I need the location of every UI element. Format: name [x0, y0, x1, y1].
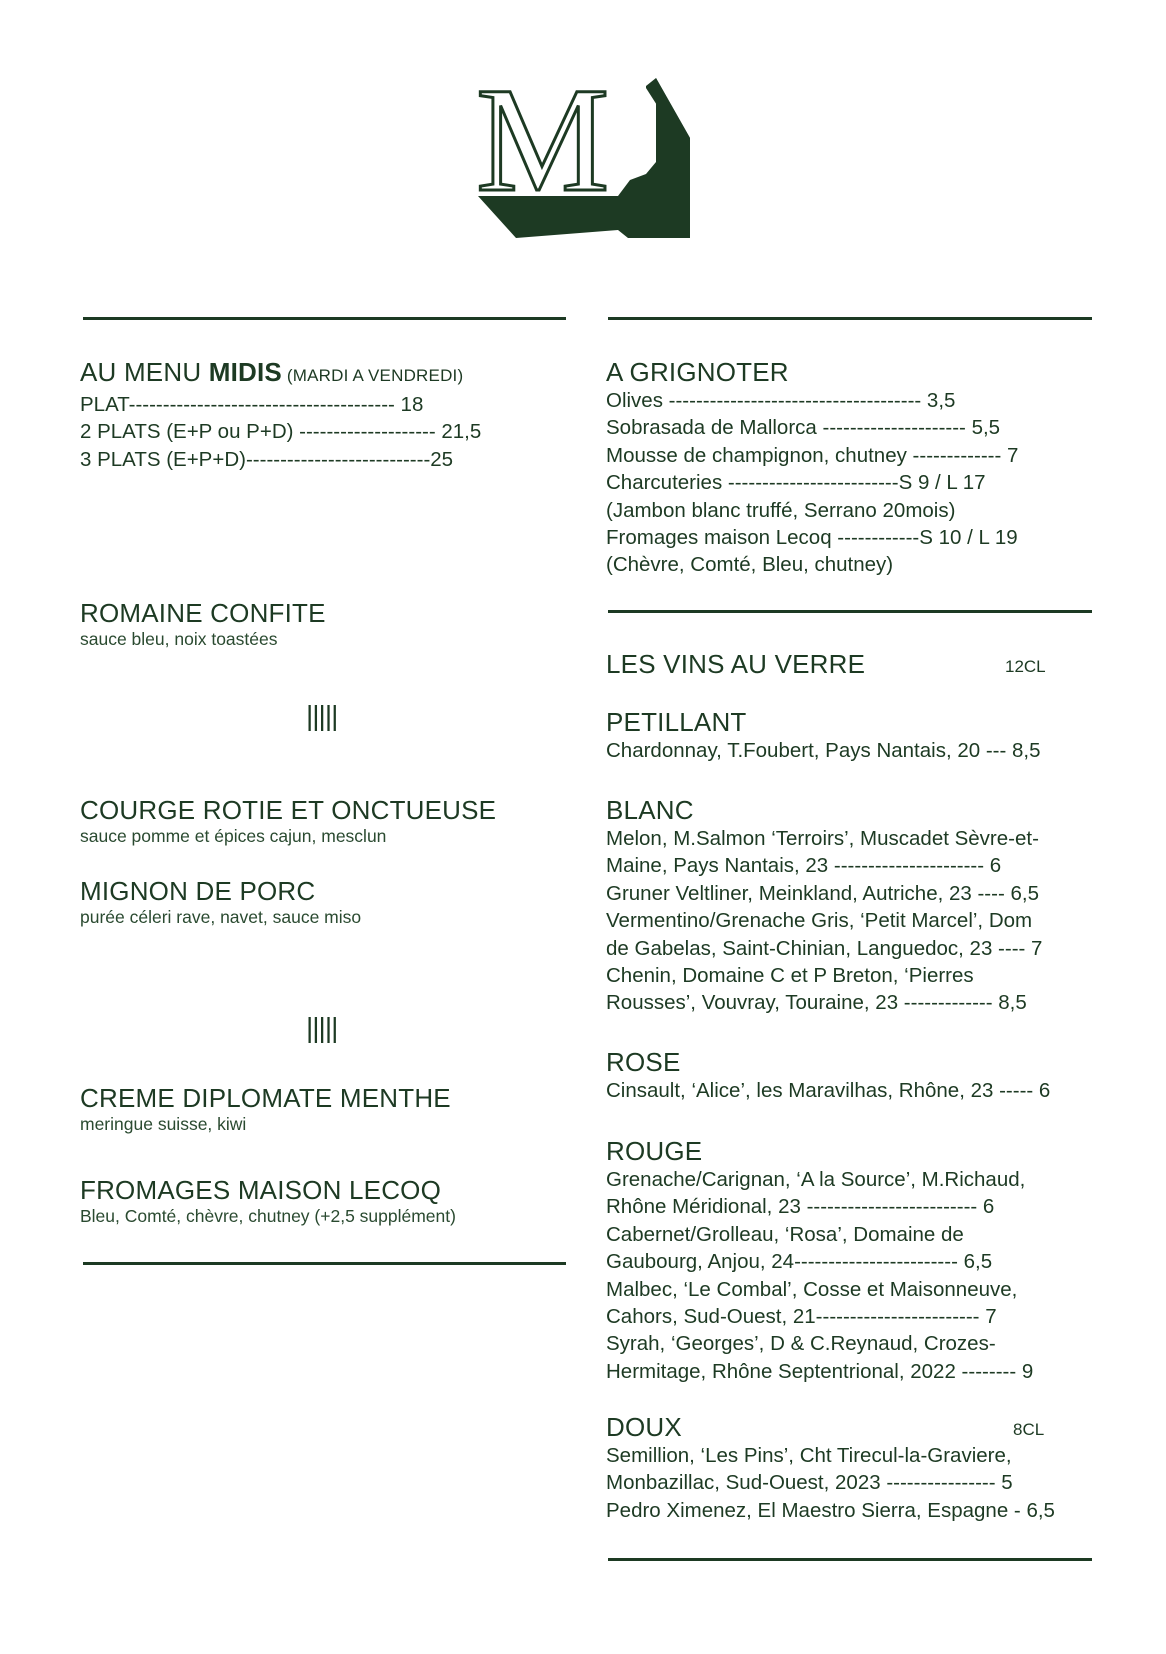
wine-line: de Gabelas, Saint-Chinian, Languedoc, 23 ---- 7	[606, 936, 1043, 960]
wine-section-blanc	[606, 795, 1042, 1017]
wine-line: Hermitage, Rhône Septentrional, 2022 -------- 9	[606, 1359, 1034, 1383]
wine-line: Cinsault, ‘Alice’, les Maravilhas, Rhône, 23 ----- 6	[606, 1079, 1051, 1102]
wine-line: Rousses’, Vouvray, Touraine, 23 ------------- 8,5	[606, 991, 1027, 1015]
dish-mignon	[80, 876, 361, 929]
dish-fromages	[80, 1175, 456, 1228]
wine-line: Melon, M.Salmon ‘Terroirs’, Muscadet Sèvre-et-	[606, 827, 1039, 850]
wine-line: Pedro Ximenez, El Maestro Sierra, Espagne - 6,5	[606, 1498, 1055, 1522]
wine-line: Grenache/Carignan, ‘A la Source’, M.Richaud,	[606, 1168, 1026, 1191]
menu-line: Mousse de champignon, chutney ------------- 7	[606, 443, 1019, 467]
vins-title: LES VINS AU VERRE	[606, 649, 866, 679]
menu-line: 3 PLATS (E+P+D)---------------------------25	[80, 447, 454, 471]
dish-name: CREME DIPLOMATE MENTHE	[80, 1083, 451, 1113]
doux-unit: 8CL	[1013, 1420, 1045, 1439]
wine-line: Gruner Veltliner, Meinkland, Autriche, 23 ---- 6,5	[606, 881, 1039, 905]
wine-line: Malbec, ‘Le Combal’, Cosse et Maisonneuve,	[606, 1277, 1018, 1301]
wine-line: Chardonnay, T.Foubert, Pays Nantais, 20 --- 8,5	[606, 739, 1041, 762]
menu-line: Fromages maison Lecoq ------------S 10 / L 19	[606, 526, 1018, 550]
dish-romaine	[80, 598, 326, 651]
course-separator: |||||	[306, 1012, 338, 1043]
dish-description: sauce pomme et épices cajun, mesclun	[80, 826, 387, 846]
restaurant-logo	[478, 78, 690, 250]
wine-line: Semillion, ‘Les Pins’, Cht Tirecul-la-Graviere,	[606, 1444, 1012, 1467]
wine-line: Rhône Méridional, 23 ------------------------- 6	[606, 1195, 995, 1219]
wine-section-petillant	[606, 707, 1041, 764]
dish-description: meringue suisse, kiwi	[80, 1114, 247, 1134]
grignoter-section	[606, 357, 1096, 579]
midis-section	[80, 357, 570, 473]
wine-section-title: DOUX	[606, 1412, 682, 1442]
divider-left-bottom	[83, 1262, 566, 1265]
wine-section-title: ROSE	[606, 1047, 681, 1077]
vins-unit: 12CL	[1005, 657, 1046, 676]
wine-section-title: PETILLANT	[606, 707, 747, 737]
menu-line: Charcuteries -------------------------S 9 / L 17	[606, 471, 986, 495]
menu-line: Olives ------------------------------------- 3,5	[606, 389, 956, 412]
grignoter-title: A GRIGNOTER	[606, 357, 789, 387]
wine-line: Monbazillac, Sud-Ouest, 2023 ---------------- 5	[606, 1471, 1013, 1495]
wine-line: Vermentino/Grenache Gris, ‘Petit Marcel’, Dom	[606, 909, 1033, 933]
divider-right-top	[608, 317, 1092, 320]
wine-line: Maine, Pays Nantais, 23 ---------------------- 6	[606, 854, 1002, 878]
dish-description: purée céleri rave, navet, sauce miso	[80, 907, 362, 927]
divider-right-bottom	[608, 1558, 1092, 1561]
divider-left-top	[83, 317, 566, 320]
dish-courge	[80, 795, 496, 848]
menu-line: 2 PLATS (E+P ou P+D) -------------------- 21,5	[80, 420, 482, 444]
wine-section-title: ROUGE	[606, 1136, 703, 1166]
dish-name: COURGE ROTIE ET ONCTUEUSE	[80, 795, 497, 825]
wine-line: Cabernet/Grolleau, ‘Rosa’, Domaine de	[606, 1222, 964, 1246]
menu-line: (Jambon blanc truffé, Serrano 20mois)	[606, 498, 956, 522]
dish-name: FROMAGES MAISON LECOQ	[80, 1175, 442, 1205]
course-separator: |||||	[306, 700, 338, 731]
wine-section-title: BLANC	[606, 795, 694, 825]
logo-mark	[478, 78, 690, 250]
dish-description: Bleu, Comté, chèvre, chutney (+2,5 supplément)	[80, 1206, 456, 1226]
menu-line: Sobrasada de Mallorca --------------------- 5,5	[606, 416, 1001, 440]
wine-section-rouge	[606, 1136, 1033, 1385]
menu-line: (Chèvre, Comté, Bleu, chutney)	[606, 553, 894, 577]
dish-name: MIGNON DE PORC	[80, 876, 316, 906]
dish-description: sauce bleu, noix toastées	[80, 629, 278, 649]
wine-section-doux	[606, 1412, 1055, 1524]
wine-section-rose	[606, 1047, 1050, 1104]
menu-line: PLAT--------------------------------------- 18	[80, 393, 424, 416]
dish-name: ROMAINE CONFITE	[80, 598, 326, 628]
wine-line: Cahors, Sud-Ouest, 21------------------------ 7	[606, 1305, 997, 1329]
vins-header	[606, 649, 865, 679]
wine-line: Chenin, Domaine C et P Breton, ‘Pierres	[606, 964, 974, 988]
wine-line: Gaubourg, Anjou, 24------------------------ 6,5	[606, 1250, 993, 1274]
midis-title: AU MENU MIDIS (MARDI A VENDREDI)	[80, 357, 464, 387]
logo-letter: M	[478, 78, 610, 223]
divider-right-mid	[608, 610, 1092, 613]
wine-line: Syrah, ‘Georges’, D & C.Reynaud, Crozes-	[606, 1332, 996, 1356]
dish-creme	[80, 1083, 451, 1136]
